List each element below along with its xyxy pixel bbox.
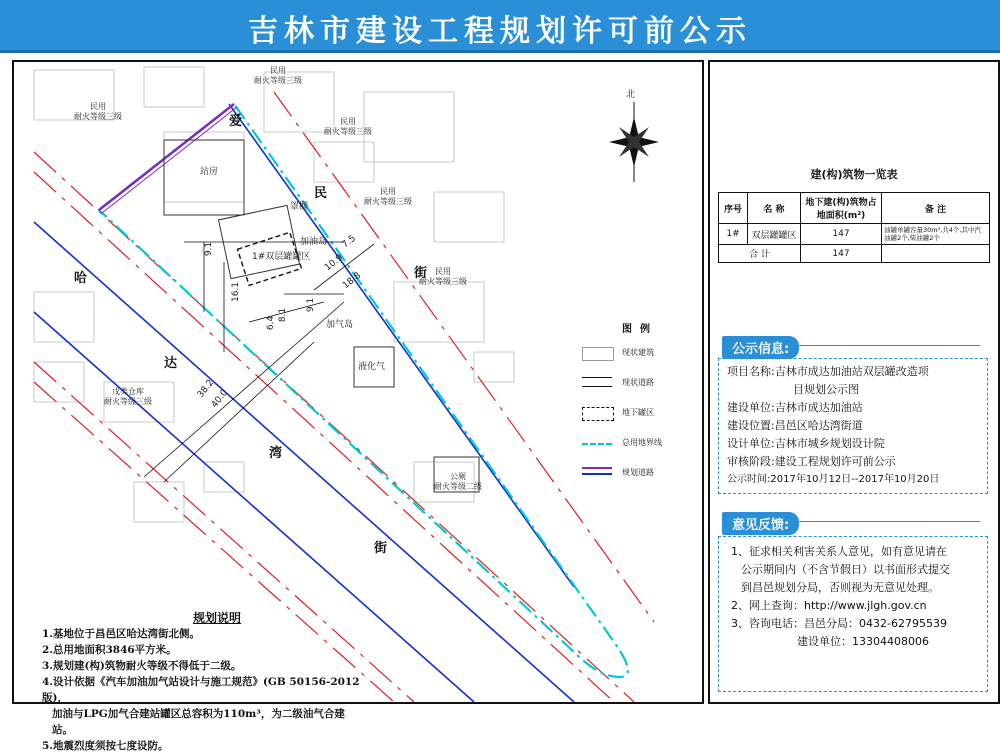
road-char: 民: [314, 186, 328, 201]
dimension-label: 40.0: [209, 388, 231, 410]
info-row: 公示时间:2017年10月12日--2017年10月20日: [727, 474, 940, 485]
legend-item: [570, 463, 710, 493]
dimension-label: 38.2: [195, 378, 217, 400]
info-row: 审核阶段:建设工程规划许可前公示: [727, 455, 896, 468]
legend-label: 总用地界线: [622, 438, 662, 447]
fuel-island-label: 加油岛: [300, 237, 328, 247]
road-char: 爱: [229, 114, 243, 129]
note-item: 加油与LPG加气合建站罐区总容积为110m³，为二级油气合建站。: [52, 708, 345, 736]
legend-item: [570, 403, 710, 433]
existing-road-swatch: [582, 377, 612, 387]
legend-item: [570, 433, 710, 463]
note-item: 3.规划建(构)筑物耐火等级不得低于二级。: [42, 660, 242, 672]
building-label: 民用 耐火等级三级: [254, 66, 302, 85]
building-label: 民用 耐火等级三级: [324, 117, 372, 136]
gas-island-label: 加气岛: [326, 320, 354, 330]
total-label: 合 计: [719, 245, 801, 263]
north-label: 北: [626, 90, 636, 100]
dimension-label: 6.4: [266, 315, 277, 331]
feedback-tag: 意见反馈:: [722, 512, 799, 535]
cell-no: 1#: [719, 224, 748, 245]
dimension-label: 16.1: [231, 281, 242, 303]
cell-area: 147: [801, 224, 882, 245]
feedback-line: 2、网上查询：http://www.jlgh.gov.cn: [731, 599, 927, 612]
toilet-label: 公厕 耐火等级二级: [434, 472, 482, 491]
underground-tank-swatch: [582, 407, 614, 421]
table-total-row: [719, 245, 990, 263]
building-table: [718, 192, 990, 263]
road-char: 达: [164, 356, 178, 371]
info-panel: [708, 60, 1000, 704]
table-header-row: [719, 193, 990, 224]
cell-note: 油罐单罐容量30m³,共4个,其中汽油罐2个,柴油罐2个: [882, 224, 990, 245]
dimension-label: 7.5: [340, 233, 358, 251]
note-item: 4.设计依据《汽车加油加气站设计与施工规范》(GB 50156-2012版)，: [42, 676, 360, 704]
building-label: 民用 耐火等级三级: [74, 102, 122, 121]
cell-name: 双层罐罐区: [748, 224, 801, 245]
column-header: 地下建(构)筑物占地面积(m²): [801, 193, 882, 224]
legend-label: 现状道路: [622, 378, 654, 387]
note-item: 2.总用地面积3846平方米。: [42, 644, 177, 656]
tank-area-label: 1#双层罐罐区: [252, 252, 311, 262]
note-item: 1.基地位于昌邑区哈达湾街北侧。: [42, 628, 200, 640]
warehouse-label: 戊类仓库 耐火等级三级: [104, 387, 152, 406]
legend-item: [570, 343, 710, 373]
lpg-label: 液化气: [358, 362, 386, 372]
info-row: 建设单位:吉林市成达加油站: [727, 401, 863, 414]
info-row: 目规划公示图: [793, 383, 859, 396]
column-header: 序号: [719, 193, 748, 224]
dimension-label: 8.1: [278, 307, 289, 323]
dimension-label: 18.8: [341, 270, 364, 292]
info-tag: 公示信息:: [722, 336, 799, 359]
north-arrow-icon: [609, 102, 659, 182]
building-label: 民用 耐火等级三级: [419, 267, 467, 286]
legend-label: 地下罐区: [622, 408, 654, 417]
road-char: 街: [374, 541, 388, 556]
map-legend: [570, 320, 710, 493]
canopy-label: 罩棚: [290, 202, 309, 212]
column-header: 备 注: [882, 193, 990, 224]
feedback-header: [718, 510, 990, 534]
feedback-line: 公示期间内（不含节假日）以书面形式提交: [741, 563, 950, 576]
info-box: [718, 358, 988, 494]
dimension-label: 9.1: [306, 297, 317, 313]
info-row: 设计单位:吉林市城乡规划设计院: [727, 437, 885, 450]
feedback-line: 到昌邑规划分局，否则视为无意见处理。: [741, 581, 939, 594]
planned-road-swatch: [582, 467, 612, 475]
legend-item: [570, 373, 710, 403]
info-row: 建设位置:昌邑区哈达湾街道: [727, 419, 863, 432]
feedback-box: [718, 536, 988, 692]
building-label: 民用 耐火等级三级: [364, 187, 412, 206]
planning-notes: [42, 610, 362, 754]
feedback-line: 1、征求相关利害关系人意见，如有意见请在: [731, 545, 947, 558]
dimension-label: 9.1: [204, 241, 215, 257]
existing-building-swatch: [582, 347, 614, 361]
road-char: 街: [414, 266, 428, 281]
table-row: [719, 224, 990, 245]
legend-label: 规划道路: [622, 468, 654, 477]
table-title: 建(构)筑物一览表: [810, 168, 898, 181]
road-char: 湾: [269, 446, 283, 461]
total-area: 147: [801, 245, 882, 263]
legend-label: 现状建筑: [622, 348, 654, 357]
station-house-label: 站房: [200, 167, 219, 177]
site-plan-map: [12, 60, 704, 752]
road-char: 哈: [74, 271, 88, 286]
note-item: 5.地震烈度须按七度设防。: [42, 740, 169, 752]
empty-cell: [882, 245, 990, 263]
page-title: 吉林市建设工程规划许可前公示: [248, 14, 752, 49]
legend-title: 图例: [622, 324, 658, 335]
header-banner: [0, 0, 1000, 53]
info-header: [718, 334, 990, 358]
dimension-label: 10.9: [323, 252, 346, 274]
info-row: 项目名称:吉林市成达加油站双层罐改造项: [727, 365, 929, 378]
feedback-line: 3、咨询电话：昌邑分局：0432-62795539: [731, 617, 947, 630]
site-boundary-swatch: [582, 443, 612, 445]
feedback-line: 建设单位：13304408006: [797, 635, 929, 648]
notes-title: 规划说明: [192, 611, 241, 625]
column-header: 名 称: [748, 193, 801, 224]
